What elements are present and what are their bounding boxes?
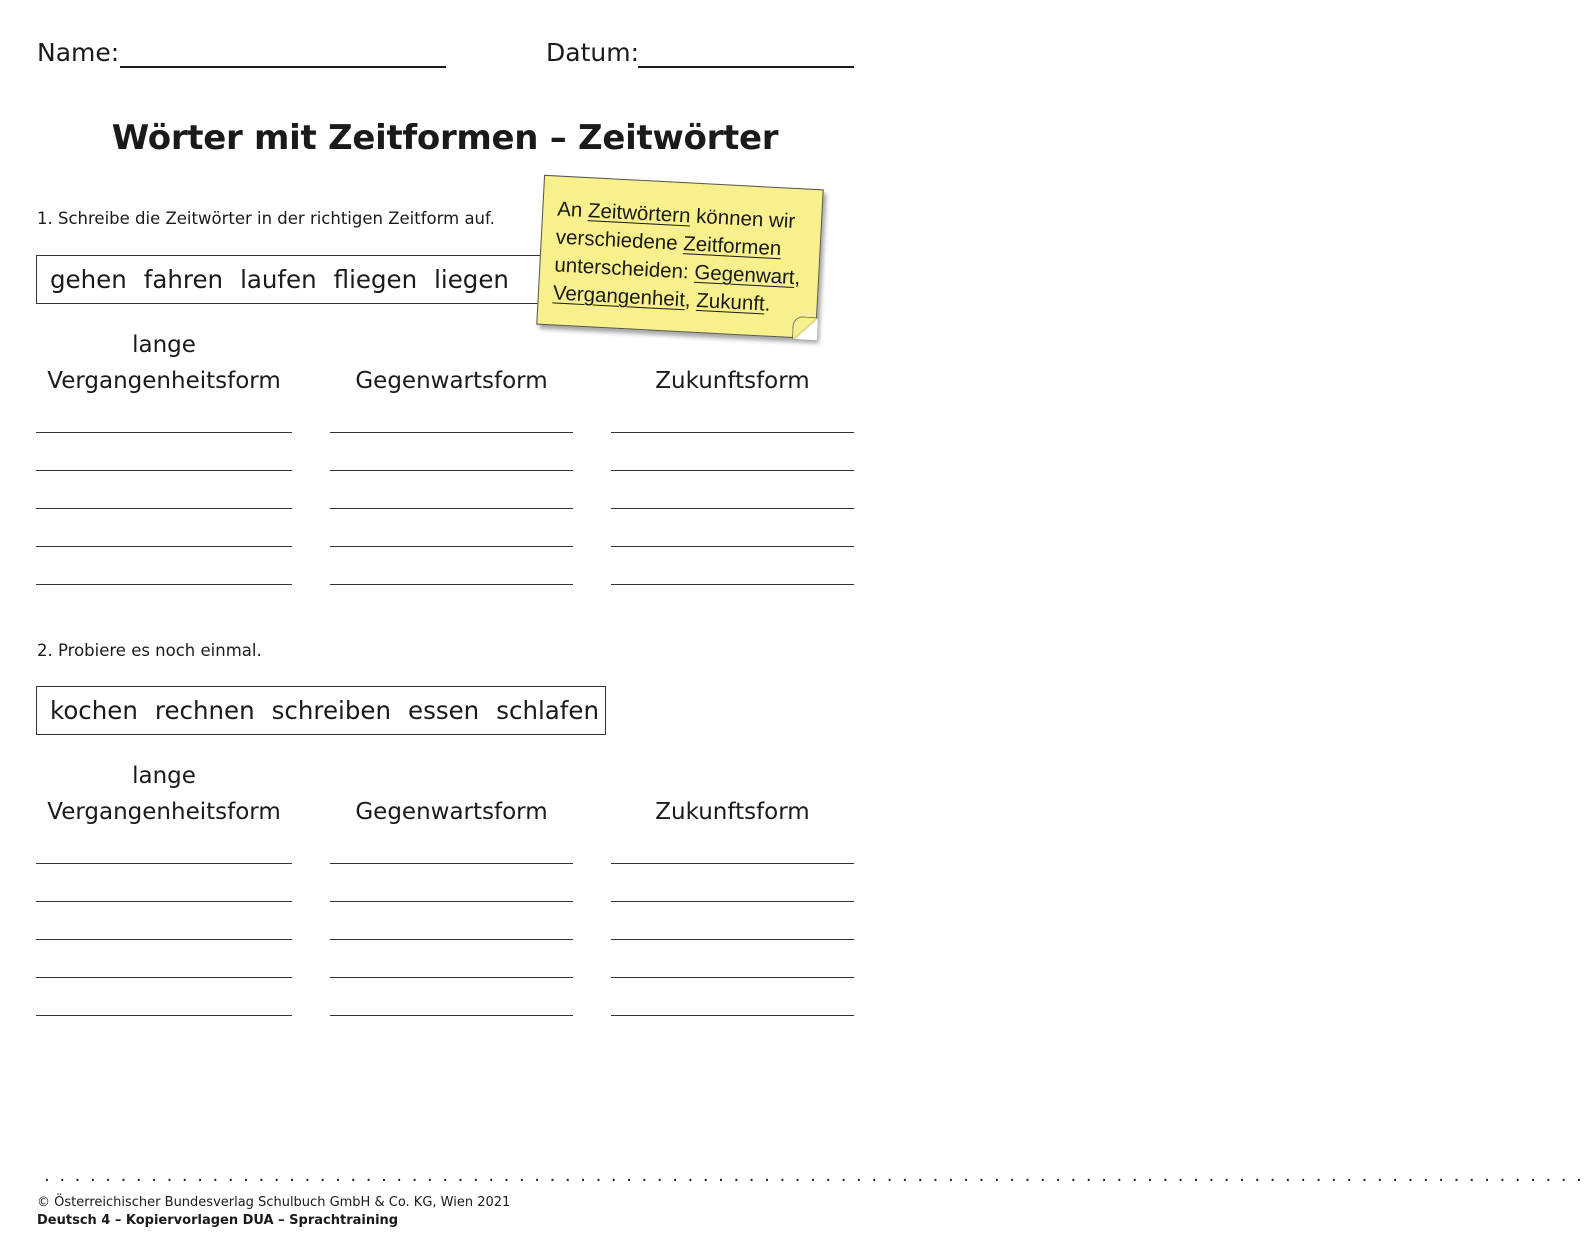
writing-line[interactable] bbox=[330, 508, 573, 509]
writing-line[interactable] bbox=[330, 546, 573, 547]
writing-line[interactable] bbox=[611, 863, 854, 864]
column-header-future: Zukunftsform bbox=[655, 799, 810, 825]
name-label: Name: bbox=[37, 38, 120, 67]
footer-series: Deutsch 4 – Kopiervorlagen DUA – Sprachtraining bbox=[37, 1213, 399, 1228]
writing-line[interactable] bbox=[330, 1015, 573, 1016]
word-item: liegen bbox=[434, 265, 509, 294]
writing-line[interactable] bbox=[330, 901, 573, 902]
word-item: fahren bbox=[143, 265, 224, 294]
writing-line[interactable] bbox=[36, 977, 292, 978]
writing-line[interactable] bbox=[611, 901, 854, 902]
word-item: schlafen bbox=[496, 696, 600, 725]
writing-line[interactable] bbox=[330, 584, 573, 585]
writing-line[interactable] bbox=[611, 939, 854, 940]
writing-line[interactable] bbox=[330, 432, 573, 433]
word-item: laufen bbox=[240, 265, 317, 294]
writing-line[interactable] bbox=[36, 584, 292, 585]
name-field[interactable] bbox=[120, 66, 446, 68]
keyword: Zeitwörtern bbox=[587, 199, 692, 228]
word-item: rechnen bbox=[154, 696, 255, 725]
footer-copyright: © Österreichischer Bundesverlag Schulbuch GmbH & Co. KG, Wien 2021 bbox=[37, 1195, 511, 1210]
page-curl-icon bbox=[792, 316, 818, 340]
info-sticky-note: An Zeitwörtern können wir verschiedene Zeitformen unterscheiden: Gegenwart, Vergangenheit, Zukunft. bbox=[536, 175, 823, 339]
page-title: Wörter mit Zeitformen – Zeitwörter bbox=[111, 118, 779, 158]
writing-line[interactable] bbox=[330, 470, 573, 471]
cut-line-divider: ..................................................................................................... bbox=[44, 1165, 1592, 1186]
column-header-past: lange Vergangenheitsform bbox=[47, 332, 281, 394]
column-header-present: Gegenwartsform bbox=[355, 368, 548, 394]
writing-line[interactable] bbox=[611, 546, 854, 547]
writing-line[interactable] bbox=[36, 432, 292, 433]
task2-word-box bbox=[36, 686, 606, 735]
word-item: kochen bbox=[50, 696, 138, 725]
task1-word-box bbox=[36, 255, 556, 304]
writing-line[interactable] bbox=[611, 584, 854, 585]
writing-line[interactable] bbox=[330, 977, 573, 978]
writing-line[interactable] bbox=[36, 939, 292, 940]
writing-line[interactable] bbox=[611, 1015, 854, 1016]
word-item: essen bbox=[408, 696, 480, 725]
writing-line[interactable] bbox=[36, 546, 292, 547]
word-item: fliegen bbox=[333, 265, 418, 294]
writing-line[interactable] bbox=[36, 863, 292, 864]
task1-instruction: 1. Schreibe die Zeitwörter in der richtigen Zeitform auf. bbox=[37, 209, 495, 228]
column-header-future: Zukunftsform bbox=[655, 368, 810, 394]
column-header-present: Gegenwartsform bbox=[355, 799, 548, 825]
date-label: Datum: bbox=[546, 38, 639, 67]
date-field[interactable] bbox=[638, 66, 854, 68]
writing-line[interactable] bbox=[611, 508, 854, 509]
writing-line[interactable] bbox=[36, 470, 292, 471]
column-header-past: lange Vergangenheitsform bbox=[47, 763, 281, 825]
keyword: Gegenwart bbox=[693, 260, 796, 290]
word-item: gehen bbox=[50, 265, 127, 294]
writing-line[interactable] bbox=[36, 901, 292, 902]
keyword: Vergangenheit bbox=[552, 281, 686, 312]
writing-line[interactable] bbox=[330, 939, 573, 940]
writing-line[interactable] bbox=[611, 432, 854, 433]
task2-instruction: 2. Probiere es noch einmal. bbox=[37, 641, 262, 660]
keyword: Zeitformen bbox=[682, 232, 782, 261]
writing-line[interactable] bbox=[611, 977, 854, 978]
writing-line[interactable] bbox=[611, 470, 854, 471]
writing-line[interactable] bbox=[330, 863, 573, 864]
writing-line[interactable] bbox=[36, 508, 292, 509]
keyword: Zukunft bbox=[695, 288, 766, 316]
writing-line[interactable] bbox=[36, 1015, 292, 1016]
word-item: schreiben bbox=[271, 696, 391, 725]
